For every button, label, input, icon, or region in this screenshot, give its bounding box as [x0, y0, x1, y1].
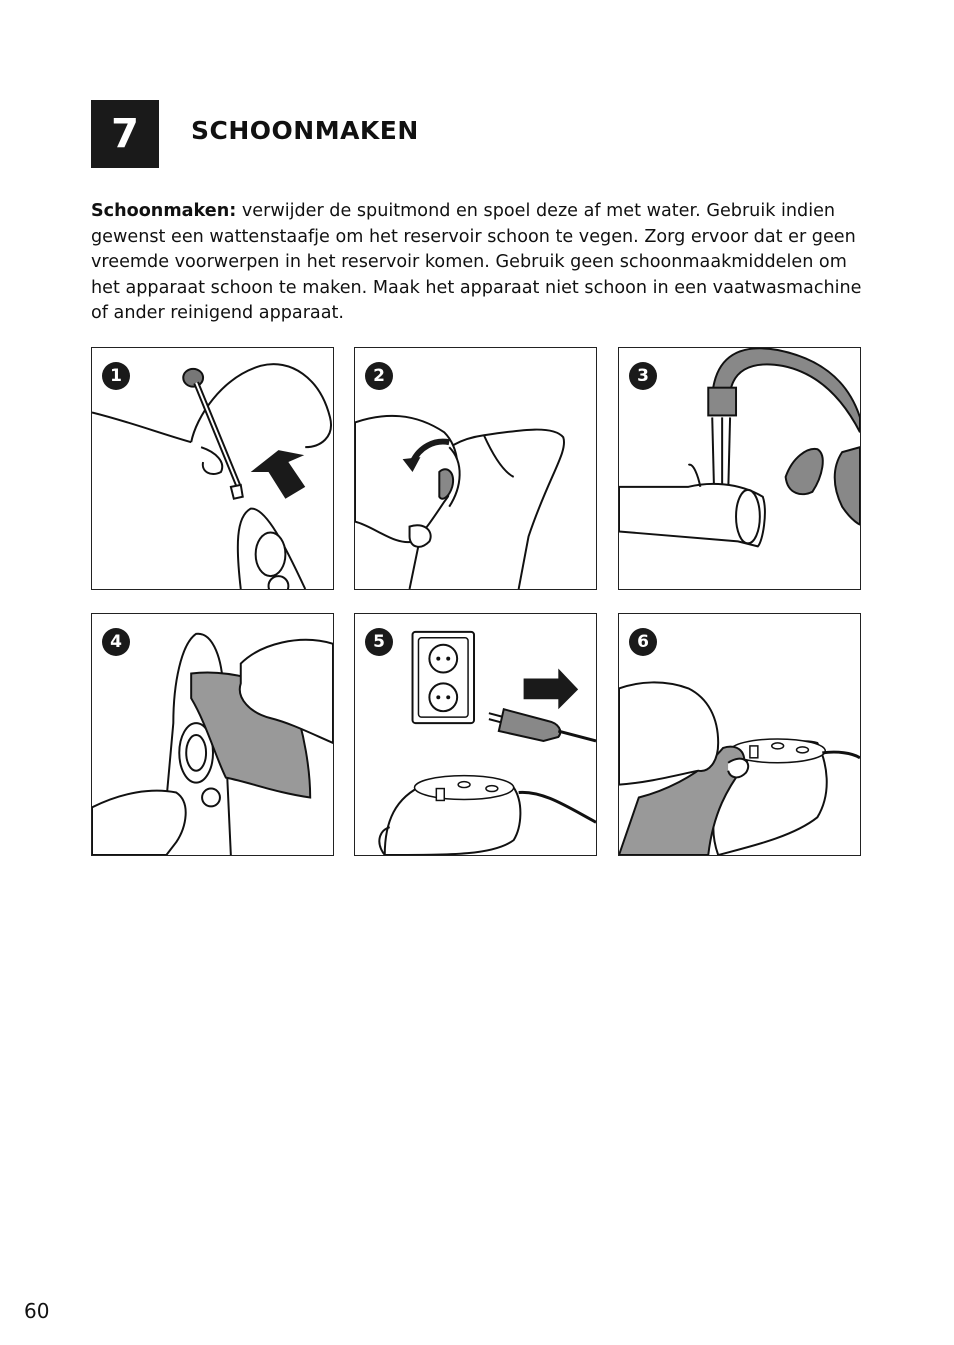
step-badge-1: 1: [102, 362, 130, 390]
illustration-step-3: [618, 347, 861, 590]
wipe-base-illustration: [619, 614, 860, 855]
step-badge-3: 3: [629, 362, 657, 390]
illustration-step-2: [354, 347, 597, 590]
illustration-step-5: [354, 613, 597, 856]
unplug-illustration: [355, 614, 596, 855]
remove-nozzle-illustration: [92, 348, 333, 589]
chapter-number-box: [91, 100, 159, 168]
rinse-under-tap-illustration: [619, 348, 860, 589]
illustration-step-4: [91, 613, 334, 856]
step-badge-5: 5: [365, 628, 393, 656]
illustration-step-6: [618, 613, 861, 856]
step-badge-4: 4: [102, 628, 130, 656]
illustration-step-1: [91, 347, 334, 590]
intro-text: verwijder de spuitmond en spoel deze af met water. Gebruik indien gewenst een wattenstaafje om het reservoir schoon te vegen. Zorg ervoor dat er geen vreemde voorwerpen in het reservoir komen. Gebruik geen schoonmaakmiddelen om het apparaat schoon te maken. Maak het apparaat niet schoon in een vaatwasmachine of ander reinigend apparaat.: [91, 201, 862, 324]
step-badge-2: 2: [365, 362, 393, 390]
chapter-title: SCHOONMAKEN: [191, 116, 419, 145]
step-badge-6: 6: [629, 628, 657, 656]
chapter-number: 7: [111, 111, 139, 157]
page-number: 60: [24, 1299, 50, 1323]
wipe-handle-illustration: [92, 614, 333, 855]
detach-nozzle-illustration: [355, 348, 596, 589]
intro-label: Schoonmaken:: [91, 201, 237, 221]
intro-paragraph: [91, 199, 871, 327]
